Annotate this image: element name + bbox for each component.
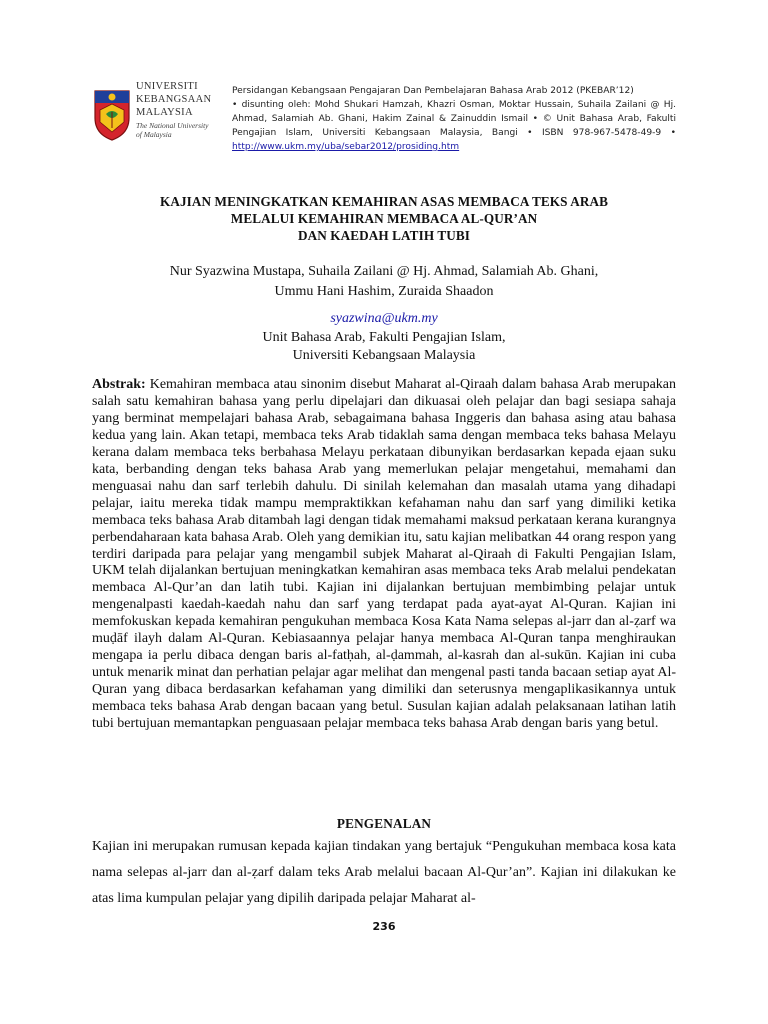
university-name-line: MALAYSIA <box>136 107 193 118</box>
authors-line: Nur Syazwina Mustapa, Suhaila Zailani @ Hj. Ahmad, Salamiah Ab. Ghani, <box>169 264 599 279</box>
affiliation-line: Universiti Kebangsaan Malaysia <box>292 348 476 363</box>
paper-title <box>92 194 676 244</box>
title-line: DAN KAEDAH LATIH TUBI <box>298 227 470 243</box>
affiliation-line: Unit Bahasa Arab, Fakulti Pengajian Islam, <box>262 330 506 345</box>
university-wordmark <box>136 80 226 139</box>
section-heading: PENGENALAN <box>336 816 432 831</box>
conference-title: Persidangan Kebangsaan Pengajaran Dan Pembelajaran Bahasa Arab 2012 (PKEBAR’12) <box>232 86 634 96</box>
affiliation <box>92 329 676 365</box>
university-name-line: UNIVERSITI <box>136 81 198 92</box>
proceedings-link[interactable]: http://www.ukm.my/uba/sebar2012/prosiding.htm <box>232 142 460 152</box>
title-line: KAJIAN MENINGKATKAN KEMAHIRAN ASAS MEMBACA TEKS ARAB <box>159 194 608 209</box>
abstract-label: Abstrak: <box>92 377 146 392</box>
intro-paragraph: Kajian ini merupakan rumusan kepada kajian tindakan yang bertajuk “Pengukuhan membaca kosa kata nama selepas al-jarr dan al-ẓarf dalam teks Arab melalui bacaan Al-Qur’an”. Kajian ini dilakukan ke atas lima kumpulan pelajar yang dipilih daripada pelajar Maharat al- <box>92 839 676 906</box>
authors-line: Ummu Hani Hashim, Zuraida Shaadon <box>274 284 494 299</box>
university-name-line: KEBANGSAAN <box>136 94 212 105</box>
author-email[interactable]: syazwina@ukm.my <box>330 311 438 326</box>
ukm-crest-icon <box>92 88 132 142</box>
abstract-text: Kemahiran membaca atau sinonim disebut Maharat al-Qiraah dalam bahasa Arab merupakan salah satu kemahiran bahasa yang perlu dipelajari dan dikuasai oleh pelajar dan bagi sesiapa sahaja yang berminat mempelajari bahasa Arab, sebagaimana bahasa Inggeris dan bahasa asing atau bahasa kedua yang lain. Akan tetapi, membaca teks Arab tidaklah sama dengan membaca teks bahasa Melayu kerana dalam membaca teks berbahasa Melayu perkataan dibunyikan berdasarkan kepada ejaan suku kata, berbanding dengan teks bahasa Arab yang memerlukan pelajar mengetahui, memahami dan menguasai nahu dan sarf terlebih dahulu. Di sinilah kelemahan dan masalah utama yang dihadapi pelajar, iaitu mereka tidak mampu mempraktikkan kefahaman nahu dan sarf yang dimiliki ketika membaca teks bahasa Arab ditambah lagi dengan tidak memahami maksud perkataan kerana kurangnya perbendaharaan kata bahasa Arab. Oleh yang demikian itu, satu kajian melibatkan 44 orang respon yang terdiri daripada para pelajar yang mengambil subjek Maharat al-Qiraah di Fakulti Pengajian Islam, UKM telah dijalankan bertujuan meningkatkan kemahiran asas membaca teks Arab melalui pendekatan membaca Al-Qur’an dan latih tubi. Kajian ini dijalankan bertujuan membimbing pelajar untuk mengenalpasti kaedah-kaedah nahu dan sarf yang terdapat pada ayat-ayat Al-Quran. Kajian ini memfokuskan kepada kemahiran pengukuhan membaca Kosa Kata Nama selepas al-jarr dan al-ẓarf wa muḍāf ilayh dalam Al-Quran. Kebiasaannya pelajar hanya membaca Al-Quran tanpa menghiraukan mengapa ia perlu dibaca dengan baris al-fatḥah, al-ḍammah, al-kasrah dan al-sukūn. Kajian ini cuba untuk menarik minat dan perhatian pelajar agar melihat dan mengenal pasti tanda bacaan setiap ayat Al-Quran yang dibaca berdasarkan kefahaman yang dimiliki dan seterusnya mengaplikasikannya untuk membaca teks bahasa Arab dengan bacaan yang betul. Susulan kajian adalah pelaksanaan latihan latih tubi bertujuan memantapkan penguasaan pelajar membaca teks bahasa Arab dengan baris yang betul. <box>92 377 676 732</box>
university-tagline <box>136 122 226 139</box>
tagline-line: of Malaysia <box>136 129 172 139</box>
page-number: 236 <box>372 920 396 933</box>
abstract <box>92 377 676 733</box>
university-name <box>136 80 226 119</box>
author-list <box>92 262 676 302</box>
conference-header <box>232 84 676 154</box>
tagline-line: The National University <box>136 121 209 130</box>
editors-and-isbn: • disunting oleh: Mohd Shukari Hamzah, Khazri Osman, Moktar Hussain, Suhaila Zailani @ Hj. Ahmad, Salamiah Ab. Ghani, Hakim Zainal & Zainuddin Ismail • © Unit Bahasa Arab, Fakulti Pengajian Islam, Universiti Kebangsaan Malaysia, Bangi • ISBN 978-967-5478-49-9 • <box>232 100 676 138</box>
title-line: MELALUI KEMAHIRAN MEMBACA AL-QUR’AN <box>230 210 538 226</box>
university-logo <box>92 80 220 162</box>
